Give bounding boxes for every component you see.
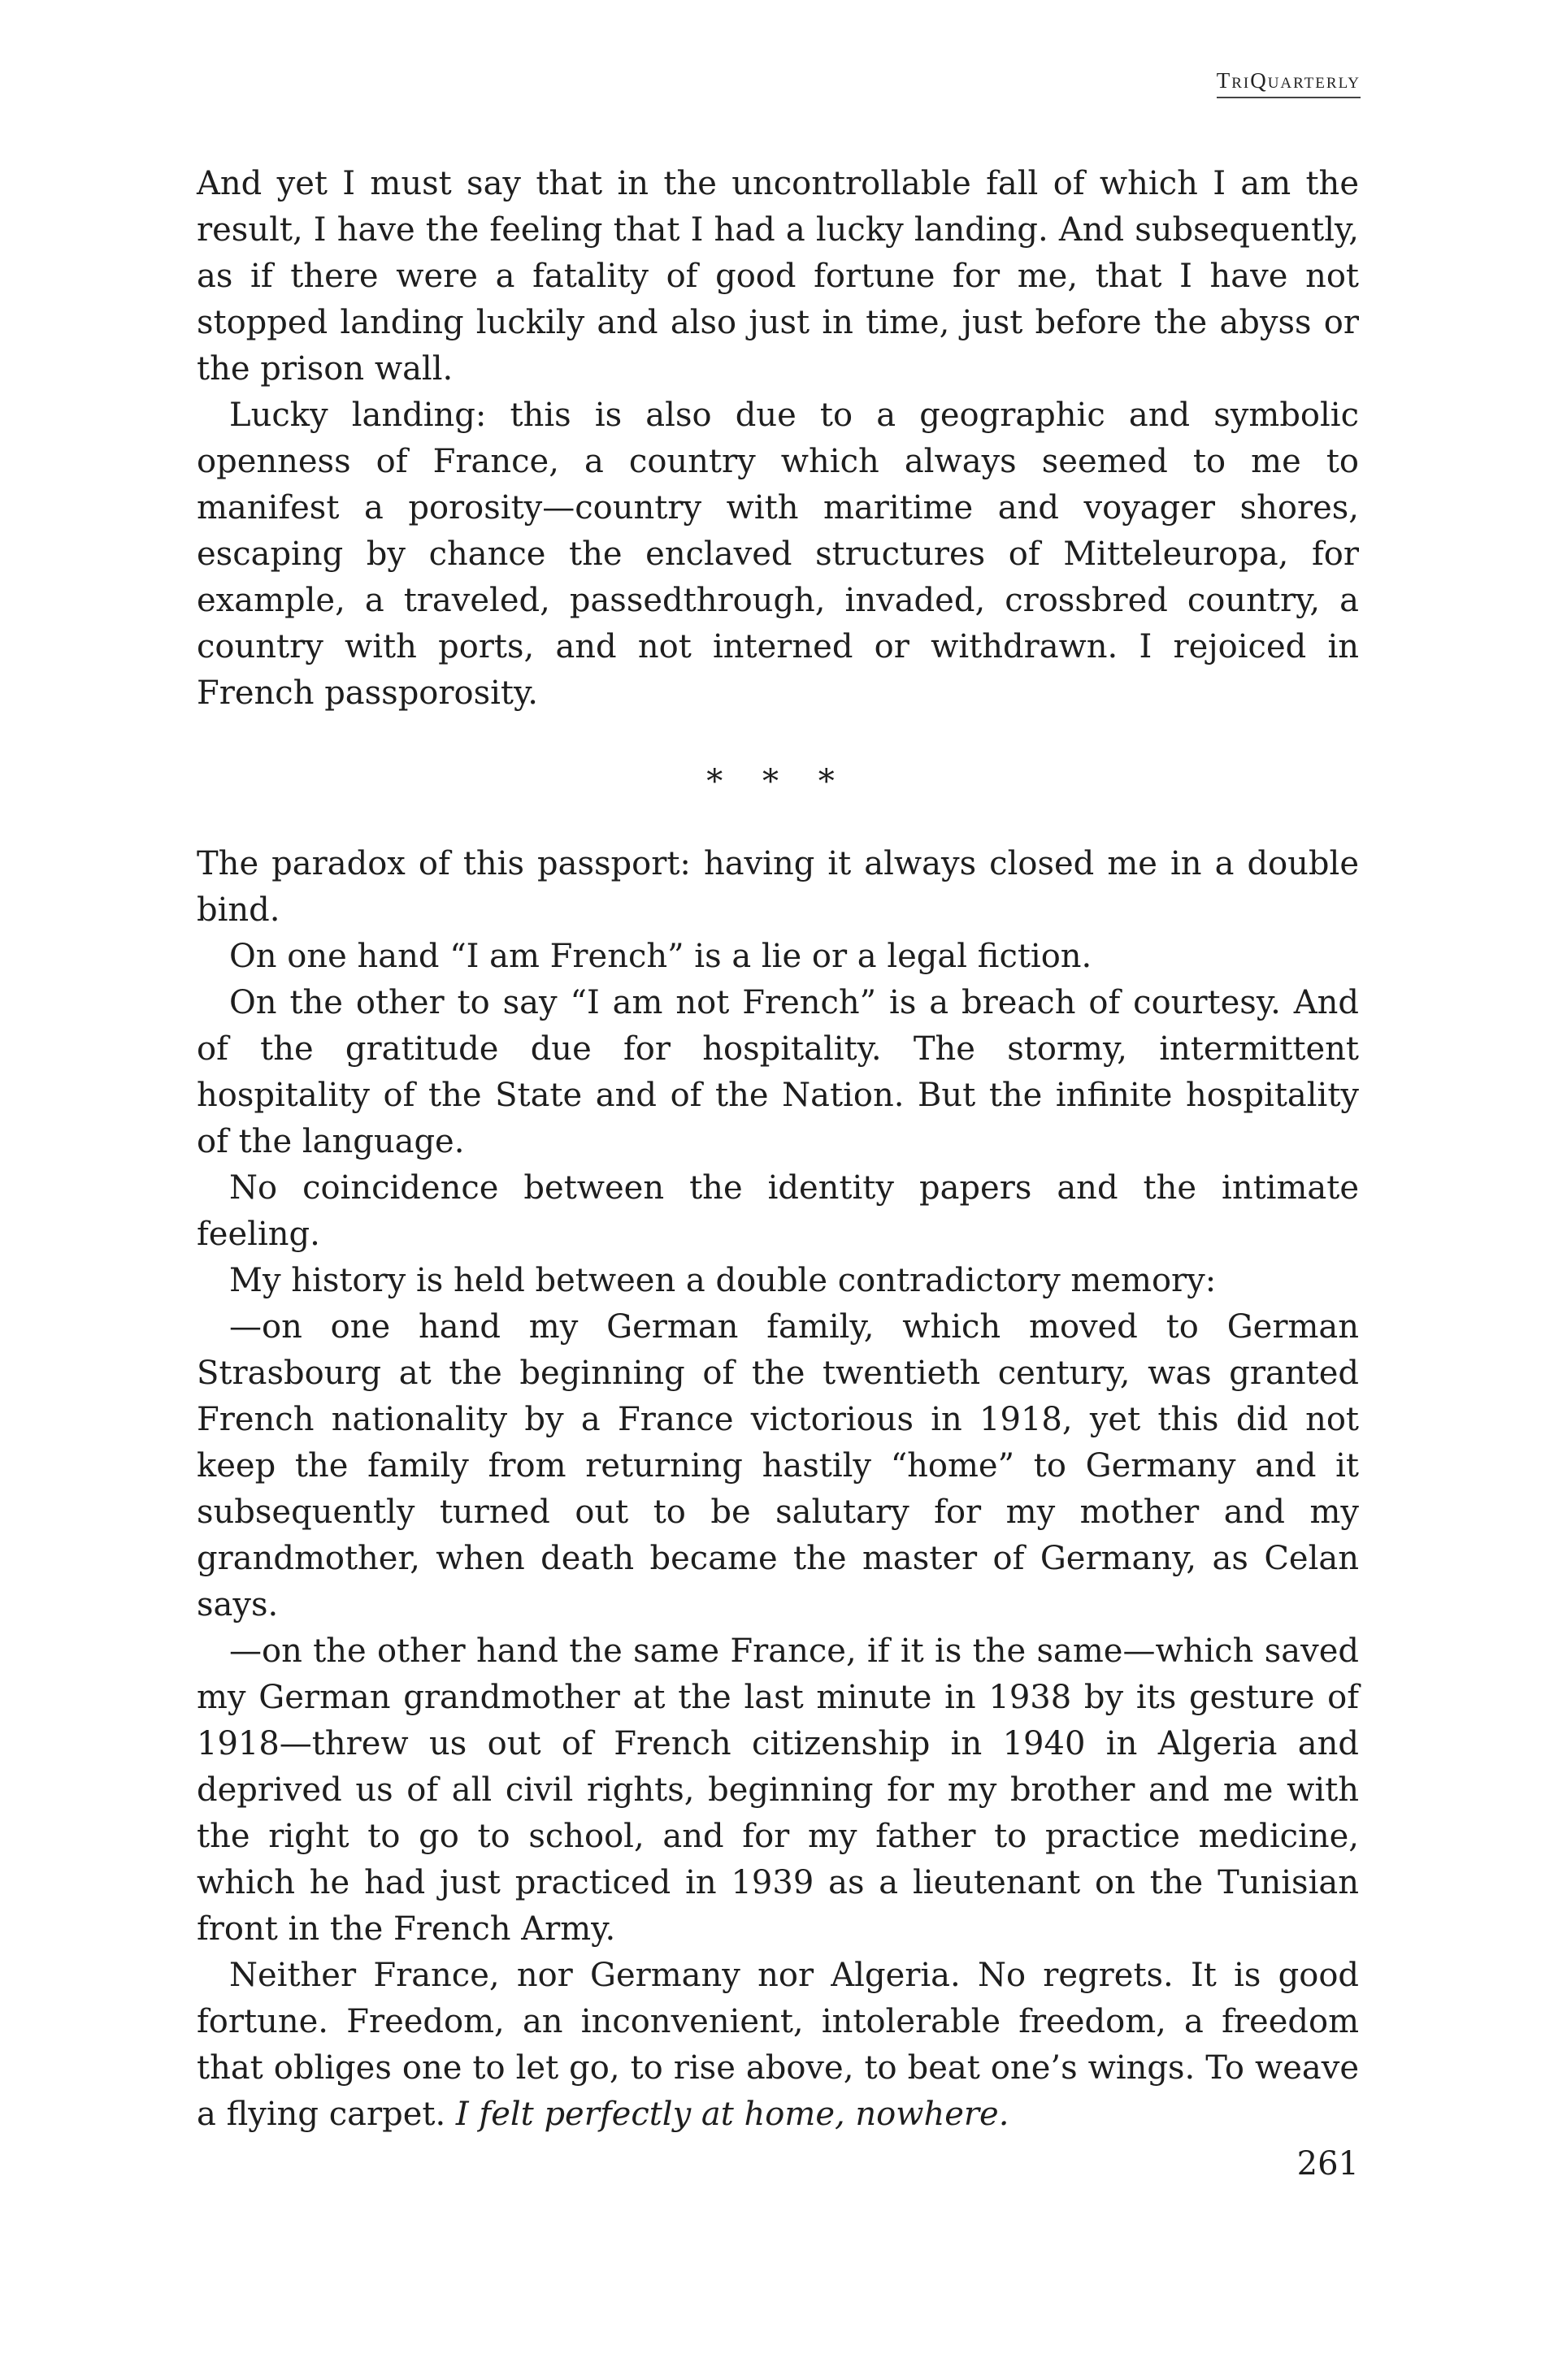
- running-head: TriQuarterly: [1217, 68, 1361, 98]
- section-break: * * *: [706, 763, 849, 800]
- paragraph: Lucky landing: this is also due to a geographic and symbolic openness of France, a country which always seemed to me to manifest a porosity—country with maritime and voyager shores, escaping by chance the enclaved structures of Mitteleuropa, for example, a traveled, passedthrough, invaded, crossbred country, a country with ports, and not interned or withdrawn. I rejoiced in French passporosity.: [197, 397, 1359, 712]
- paragraph: On one hand “I am French” is a lie or a legal fiction.: [229, 938, 1092, 975]
- paragraph: My history is held between a double contradictory memory:: [229, 1262, 1217, 1299]
- paragraph: On the other to say “I am not French” is a breach of courtesy. And of the gratitude due for hospitality. The stormy, intermittent hospitality of the State and of the Nation. But the infinite hospitality of the language.: [197, 984, 1359, 1160]
- paragraph: —on one hand my German family, which moved to German Strasbourg at the beginning of the twentieth century, was granted French nationality by a France victorious in 1918, yet this did not keep the family from returning hastily “home” to Germany and it subsequently turned out to be salutary for my mother and my grandmother, when death became the master of Germany, as Celan says.: [197, 1308, 1359, 1624]
- paragraph-text: Neither France, nor Germany nor Algeria. No regrets. It is good fortune. Freedom, an inconvenient, intolerable freedom, a freedom that obliges one to let go, to rise above, to beat one’s wings. To weave a flying carpet.: [197, 1957, 1359, 2133]
- italic-phrase: I felt perfectly at home, nowhere.: [455, 2096, 1009, 2133]
- paragraph: —on the other hand the same France, if it is the same—which saved my German grandmother at the last minute in 1938 by its gesture of 1918—threw us out of French citizenship in 1940 in Algeria and deprived us of all civil rights, beginning for my brother and me with the right to go to school, and for my father to practice medicine, which he had just practiced in 1939 as a lieutenant on the Tunisian front in the French Army.: [197, 1632, 1359, 1948]
- paragraph: No coincidence between the identity papers and the intimate feeling.: [197, 1169, 1359, 1253]
- body-text: [197, 161, 1359, 2138]
- paragraph: [197, 1953, 1359, 2138]
- paragraph: And yet I must say that in the uncontrollable fall of which I am the result, I have the feeling that I had a lucky landing. And subsequently, as if there were a fatality of good fortune for me, that I have not stopped landing luckily and also just in time, just before the abyss or the prison wall.: [197, 165, 1359, 388]
- paragraph: The paradox of this passport: having it always closed me in a double bind.: [197, 845, 1359, 929]
- page-number: 261: [1296, 2145, 1359, 2183]
